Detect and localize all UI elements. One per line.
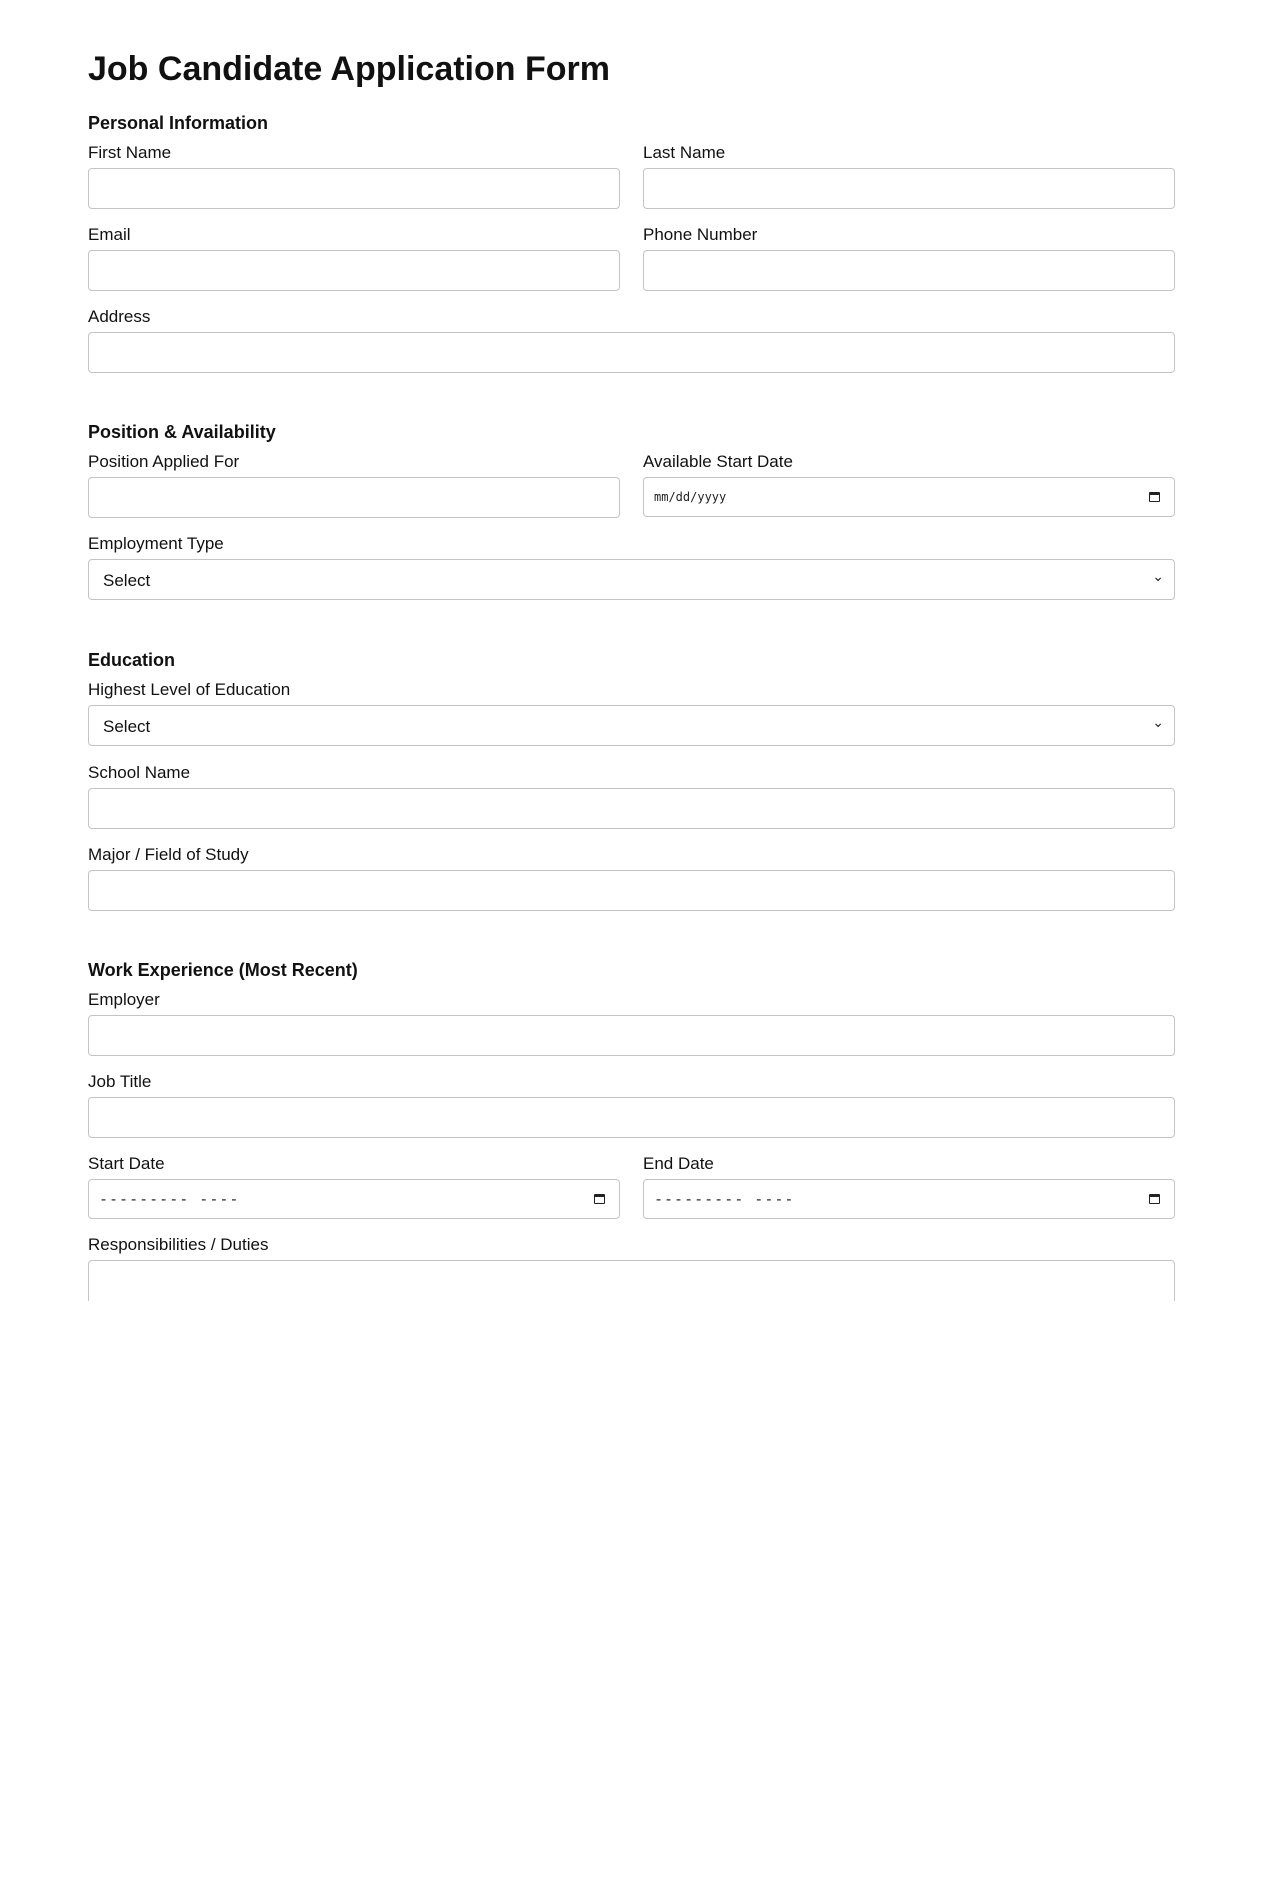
education-level-select[interactable]	[88, 705, 1175, 746]
major-label: Major / Field of Study	[88, 845, 249, 864]
calendar-icon[interactable]	[594, 1194, 605, 1204]
last-name-label: Last Name	[643, 143, 726, 162]
available-start-date-input[interactable]	[643, 477, 1175, 517]
available-start-date-placeholder: mm/dd/yyyy	[654, 490, 727, 504]
major-input[interactable]	[88, 870, 1175, 911]
email-input[interactable]	[88, 250, 620, 291]
work-start-date-placeholder: --------- ----	[99, 1190, 240, 1208]
section-position-availability: Position & Availability	[88, 422, 276, 442]
phone-number-label: Phone Number	[643, 225, 758, 244]
work-start-date-input[interactable]	[88, 1179, 620, 1219]
work-start-date-label: Start Date	[88, 1154, 165, 1173]
responsibilities-label: Responsibilities / Duties	[88, 1235, 269, 1254]
employment-type-selected-value: Select	[103, 571, 151, 590]
email-label: Email	[88, 225, 131, 244]
first-name-input[interactable]	[88, 168, 620, 209]
education-level-selected-value: Select	[103, 717, 151, 736]
address-input[interactable]	[88, 332, 1175, 373]
school-name-input[interactable]	[88, 788, 1175, 829]
phone-number-input[interactable]	[643, 250, 1175, 291]
work-end-date-placeholder: --------- ----	[654, 1190, 795, 1208]
employment-type-label: Employment Type	[88, 534, 224, 553]
available-start-date-label: Available Start Date	[643, 452, 793, 471]
responsibilities-textarea[interactable]	[88, 1260, 1175, 1301]
address-label: Address	[88, 307, 151, 326]
section-education: Education	[88, 650, 176, 670]
calendar-icon[interactable]	[1149, 1194, 1160, 1204]
employment-type-select[interactable]	[88, 559, 1175, 600]
chevron-down-icon: ⌄	[1152, 714, 1164, 730]
page-title: Job Candidate Application Form	[88, 50, 610, 88]
calendar-icon[interactable]	[1149, 492, 1160, 502]
responsibilities-textarea-clip	[88, 1260, 1175, 1301]
section-work-experience: Work Experience (Most Recent)	[88, 960, 358, 980]
education-level-label: Highest Level of Education	[88, 680, 291, 699]
work-end-date-label: End Date	[643, 1154, 714, 1173]
work-end-date-input[interactable]	[643, 1179, 1175, 1219]
job-title-input[interactable]	[88, 1097, 1175, 1138]
employer-input[interactable]	[88, 1015, 1175, 1056]
school-name-label: School Name	[88, 763, 191, 782]
last-name-input[interactable]	[643, 168, 1175, 209]
employer-label: Employer	[88, 990, 160, 1009]
position-applied-for-label: Position Applied For	[88, 452, 240, 471]
position-applied-for-input[interactable]	[88, 477, 620, 518]
chevron-down-icon: ⌄	[1152, 568, 1164, 584]
section-personal-information: Personal Information	[88, 113, 269, 133]
job-title-label: Job Title	[88, 1072, 152, 1091]
first-name-label: First Name	[88, 143, 172, 162]
